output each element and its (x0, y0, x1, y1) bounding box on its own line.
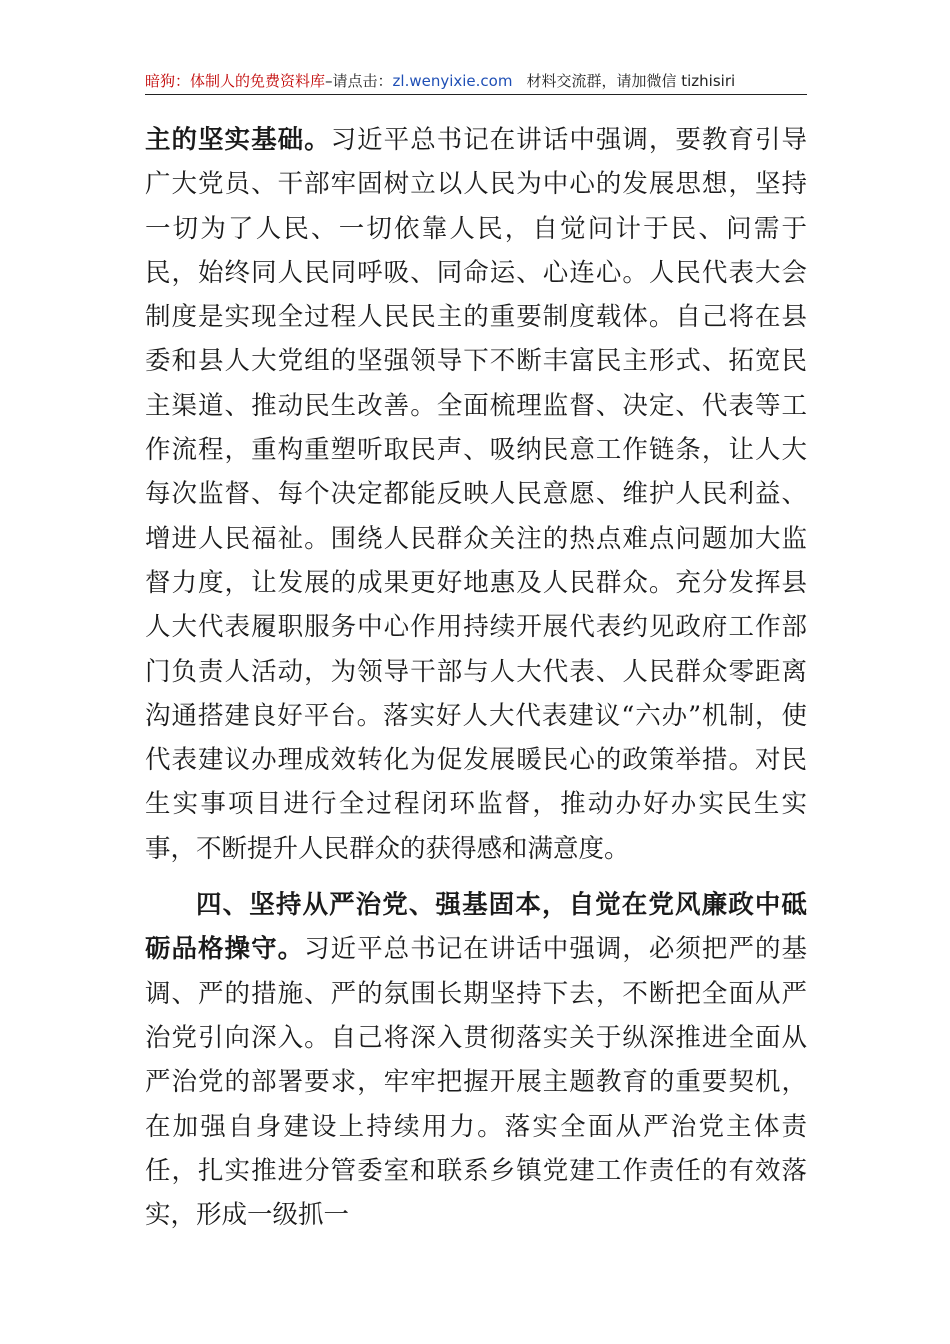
document-body (145, 118, 807, 1237)
paragraph-text: 习近平总书记在讲话中强调，必须把严的基调、严的措施、严的氛围长期坚持下去，不断把全面从严治党引向深入。自己将深入贯彻落实关于纵深推进全面从严治党的部署要求，牢牢把握开展主题教育的重要契机，在加强自身建设上持续用力。落实全面从严治党主体责任，扎实推进分管委室和联系乡镇党建工作责任的有效落实，形成一级抓一 (145, 934, 807, 1231)
paragraph-text: 习近平总书记在讲话中强调，要教育引导广大党员、干部牢固树立以人民为中心的发展思想，坚持一切为了人民、一切依靠人民，自觉问计于民、问需于民，始终同人民同呼吸、同命运、心连心。人民代表大会制度是实现全过程人民民主的重要制度载体。自己将在县委和县人大党组的坚强领导下不断丰富民主形式、拓宽民主渠道、推动民生改善。全面梳理监督、决定、代表等工作流程，重构重塑听取民声、吸纳民意工作链条，让人大每次监督、每个决定都能反映人民意愿、维护人民利益、增进人民福祉。围绕人民群众关注的热点难点问题加大监督力度，让发展的成果更好地惠及人民群众。充分发挥县人大代表履职服务中心作用持续开展代表约见政府工作部门负责人活动，为领导干部与人大代表、人民群众零距离沟通搭建良好平台。落实好人大代表建议“六办”机制，使代表建议办理成效转化为促发展暖民心的政策举措。对民生实事项目进行全过程闭环监督，推动办好办实民生实事，不断提升人民群众的获得感和满意度。 (145, 125, 807, 864)
paragraph (145, 118, 807, 871)
site-name: 暗狗：体制人的免费资料库 (145, 72, 326, 90)
click-prompt: –请点击： (325, 72, 393, 90)
wechat-note: 材料交流群，请加微信 tizhisiri (526, 72, 736, 90)
paragraph-lead: 主的坚实基础。 (145, 125, 331, 155)
section-heading: 四、坚持从严治党、强基固本，自觉在党风廉政中砥砺品格操守。 (145, 890, 807, 965)
paragraph (145, 883, 807, 1237)
site-url-link[interactable]: zl.wenyixie.com (392, 72, 513, 90)
page-header (145, 68, 807, 95)
